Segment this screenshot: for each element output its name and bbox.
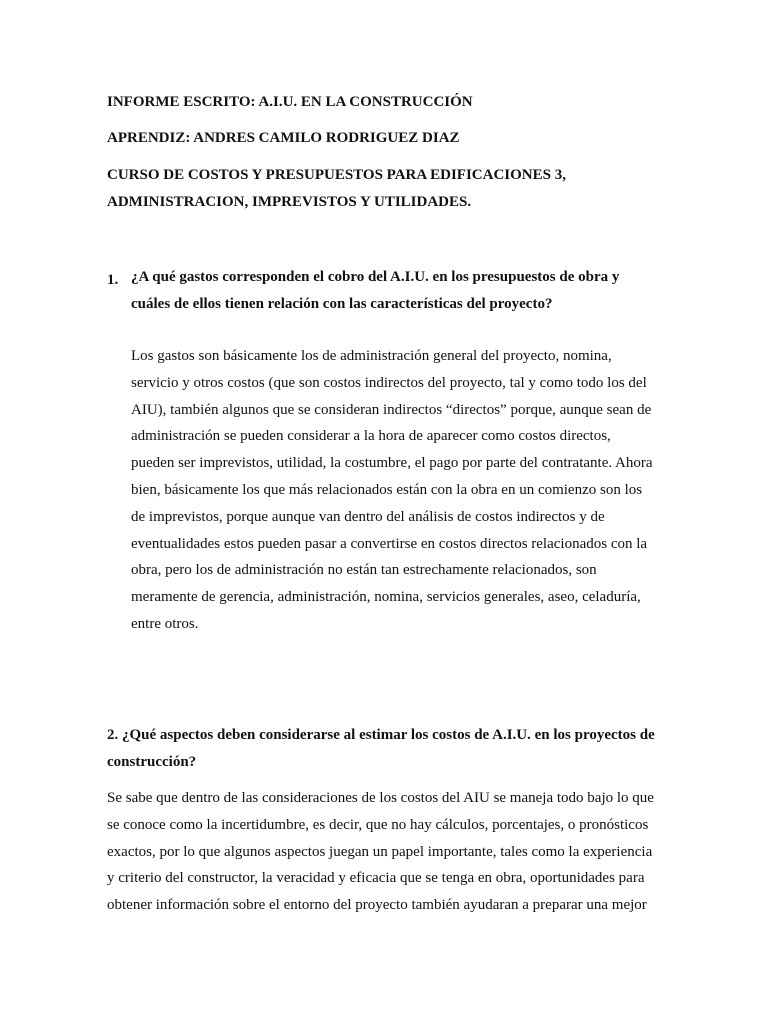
answer-line: se conoce como la incertidumbre, es decir, que no hay cálculos, porcentajes, o pronósticos (107, 816, 649, 833)
question-1-answer (131, 343, 691, 638)
question-2-title-line: 2. ¿Qué aspectos deben considerarse al estimar los costos de A.I.U. en los proyectos de (107, 727, 655, 743)
answer-line: y criterio del constructor, la veracidad y eficacia que se tenga en obra, oportunidades para (107, 870, 645, 887)
answer-line: administración se pueden considerar a la hora de aparecer como costos directos, (131, 428, 611, 445)
question-1-title (131, 264, 691, 318)
answer-line: servicio y otros costos (que son costos indirectos del proyecto, tal y como todo los del (131, 374, 647, 391)
answer-line: Se sabe que dentro de las consideraciones de los costos del AIU se maneja todo bajo lo que (107, 790, 654, 806)
answer-line: exactos, por lo que algunos aspectos juegan un papel importante, tales como la experiencia (107, 843, 653, 860)
answer-line: entre otros. (131, 615, 199, 632)
answer-line: AIU), también algunos que se consideran indirectos “directos” porque, aunque sean de (131, 401, 652, 418)
question-1-title-line: ¿A qué gastos corresponden el cobro del A.I.U. en los presupuestos de obra y (131, 269, 620, 285)
answer-line: eventualidades estos pueden pasar a convertirse en costos directos relacionados con la (131, 535, 648, 552)
answer-line: pueden ser imprevistos, utilidad, la costumbre, el pago por parte del contratante. Ahora (131, 455, 653, 472)
course-title-line-1: CURSO DE COSTOS Y PRESUPUESTOS PARA EDIFICACIONES 3, (107, 167, 566, 183)
question-2-answer (107, 785, 687, 919)
student-name: APRENDIZ: ANDRES CAMILO RODRIGUEZ DIAZ (107, 130, 460, 146)
answer-line: Los gastos son básicamente los de administración general del proyecto, nomina, (131, 348, 612, 364)
course-title-line-2: ADMINISTRACION, IMPREVISTOS Y UTILIDADES. (107, 194, 472, 210)
question-2-title-line: construcción? (107, 754, 197, 770)
question-1-number: 1. (107, 272, 119, 288)
answer-line: obra, pero los de administración no están tan estrechamente relacionados, son (131, 562, 597, 579)
report-title: INFORME ESCRITO: A.I.U. EN LA CONSTRUCCIÓN (107, 94, 473, 110)
answer-line: meramente de gerencia, administración, nomina, servicios generales, aseo, celaduría, (131, 589, 641, 606)
question-2-title (107, 722, 687, 776)
question-1-title-line: cuáles de ellos tienen relación con las características del proyecto? (131, 296, 553, 312)
answer-line: de imprevistos, porque aunque van dentro del análisis de costos indirectos y de (131, 508, 605, 525)
answer-line: obtener información sobre el entorno del proyecto también ayudaran a preparar una mejor (107, 897, 647, 914)
answer-line: bien, básicamente los que más relacionados están con la obra en un comienzo son los (131, 481, 643, 498)
